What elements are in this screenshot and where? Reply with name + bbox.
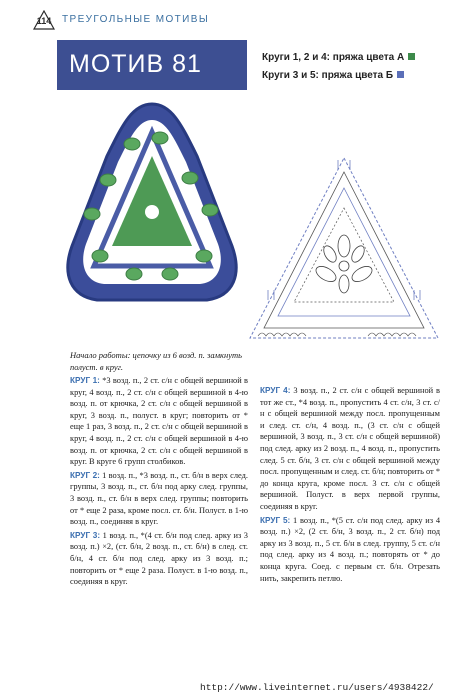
title-banner <box>57 40 247 90</box>
yarn-b-text: Круги 3 и 5: пряжа цвета Б <box>262 70 394 81</box>
page-number: 114 <box>36 16 52 26</box>
round-1: КРУГ 1: *3 возд. п., 2 ст. с/н с общей вершиной в круг, 4 возд. п., 2 ст. с/н с общей вершиной в 4-ю возд. п. от крючка, 2 ст. с/н с общей вершиной в круг, 3 возд. п., полуст. в круг; повторить от * еще 1 раз, 3 возд. п., 2 ст. с/н с общей вершиной в круг, 4 возд. п., 2 ст. с/н с общей вершиной в 4-ю возд. п. от крючка, 2 ст. с/н с общей вершиной в круг. В круге 6 групп столбиков. <box>70 376 248 467</box>
motif-title: МОТИВ 81 <box>69 50 202 78</box>
round-3: КРУГ 3: 1 возд. п., *(4 ст. б/н под след. арку из 3 возд. п.) ×2, (ст. б/н, 2 возд. п., ст. б/н) в след. ст. б/н, 4 ст. б/н под след. арку из 3 возд. п.; повторить от * еще 2 раза. Полуст. в 1-ю возд. п., соединяя в круг. <box>70 530 248 587</box>
motif-photo <box>62 96 242 306</box>
crochet-chart-diagram <box>238 150 450 350</box>
yarn-a-text: Круги 1, 2 и 4: пряжа цвета А <box>262 52 405 63</box>
yarn-line-b <box>262 70 404 81</box>
instructions-left-column <box>70 375 248 590</box>
round-5: КРУГ 5: 1 возд. п., *(5 ст. с/н под след. арку из 4 возд. п.) ×2, (2 ст. б/н, 3 возд. п., 2 ст. б/н) под арку из 3 возд. п., 5 ст. б/н в след. группу, 5 ст. с/н под след. арку из 4 возд. п.; повторять от * до конца круга. Соед. с первым ст. б/н. Отрезать нить, закрепить петлю. <box>260 515 441 583</box>
start-instructions: Начало работы: цепочку из 6 возд. п. замкнуть полуст. в круг. <box>70 350 242 372</box>
section-title: ТРЕУГОЛЬНЫЕ МОТИВЫ <box>62 14 210 25</box>
yarn-a-swatch <box>408 53 415 60</box>
page-number-badge <box>33 10 55 30</box>
instructions-right-column <box>260 385 440 586</box>
source-url[interactable]: http://www.liveinternet.ru/users/4938422/ <box>200 682 434 693</box>
yarn-b-swatch <box>397 71 404 78</box>
yarn-line-a <box>262 52 415 63</box>
round-4: КРУГ 4: 3 возд. п., 2 ст. с/н с общей вершиной в тот же ст., *4 возд. п., пропустить 4 ст. с/н, 3 ст. с/н с общей вершиной между посл. пропущенным и след. ст. с/н, 4 возд. п., (3 ст. с/н с общей вершиной, 3 возд. п., 3 ст. с/н с общей вершиной) под след. арку из 2 возд. п., 4 возд. п., пропустить след. 5 ст. б/н, 3 ст. с/н с общей вершиной между посл. пропущенным и след. ст. б/н; повторить от * до конца круга, кроме посл. 3 ст. с/н с общей вершиной. Полуст. в верх первой группы, соединяя в круг. <box>260 386 441 511</box>
round-2: КРУГ 2: 1 возд. п., *3 возд. п., ст. б/н в верх след. группы, 3 возд. п., ст. б/н под арку след. группы, 3 возд. п., ст. б/н в верх след. группы; повторить от * еще 2 раза, кроме посл. ст. б/н. Полуст. в 1-ю возд. п., соединяя в круг. <box>70 470 249 527</box>
